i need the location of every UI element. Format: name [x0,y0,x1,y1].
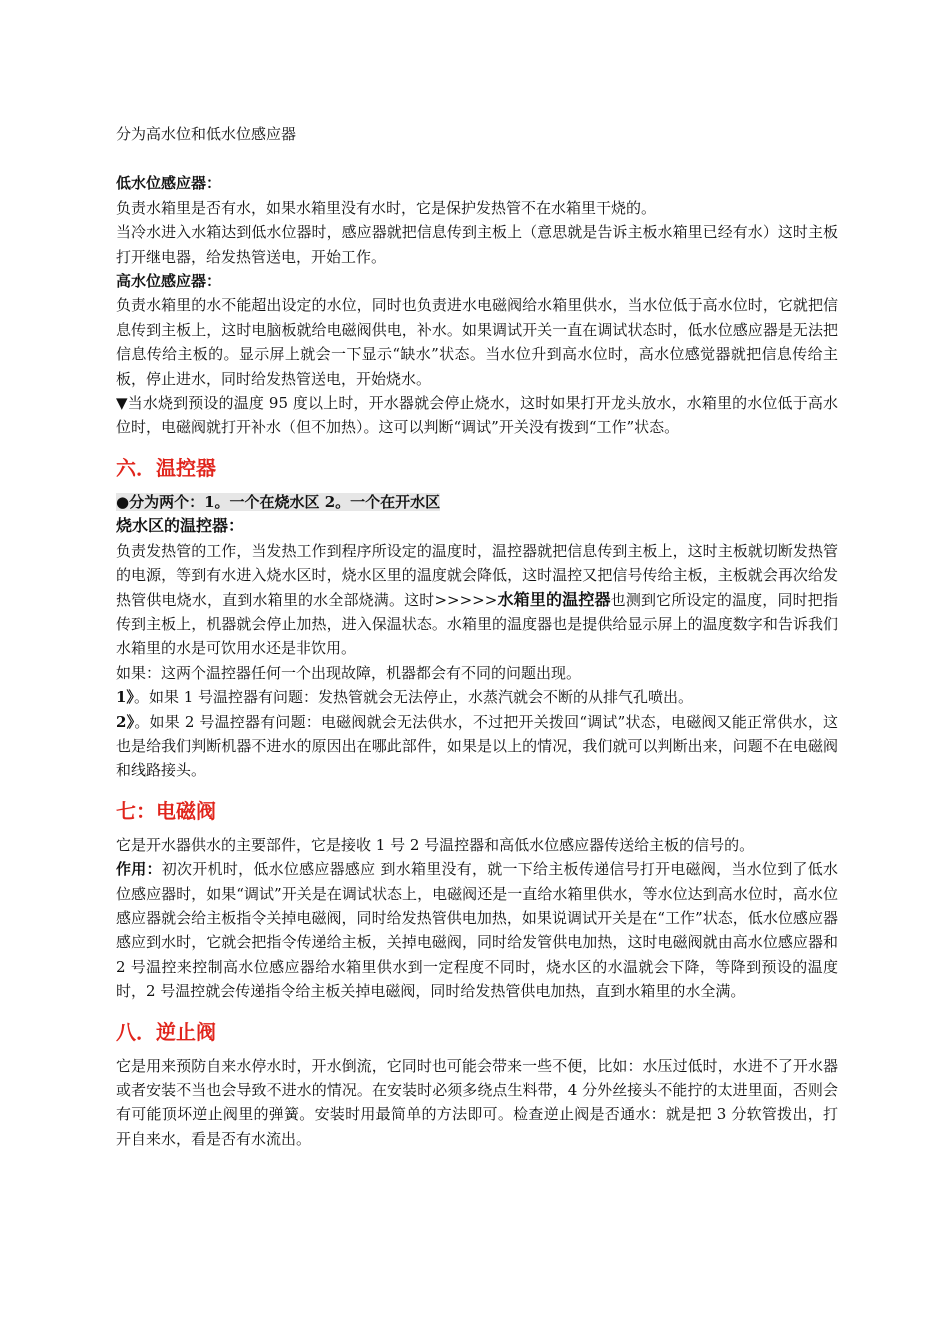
section-6-paragraph-3 [116,685,838,709]
section-6-item-1-text: 。如果 1 号温控器有问题：发热管就会无法停止，水蒸汽就会不断的从排气孔喷出。 [133,688,694,707]
high-sensor-paragraph-2: ▼当水烧到预设的温度 95 度以上时，开水器就会停止烧水，这时如果打开龙头放水，水箱里的水位低于高水位时，电磁阀就打开补水（但不加热）。这可以判断“调试”开关没有拨到“工作”状态。 [116,394,838,437]
section-6-p1-part-b: 也测到它所设定的温度，同时把指传到主板上，机器就会停止加热，进入保温状态。水箱里的温度器也是提供给显示屏上的温度数字和告诉我们水箱里的水是可饮用水还是非饮用。 [116,590,838,658]
section-6-p1-part-a: 负责发热管的工作，当发热工作到程序所设定的温度时，温控器就把信息传到主板上，这时主板就切断发热管的电源，等到有水进入烧水区时，烧水区里的温度就会降低，这时温控又把信号传给主板，主板就会再次给发热管供电烧水，直到水箱里的水全部烧满。这时>>>>> [116,541,838,609]
section-6-item-2-label: 2》 [116,712,135,731]
section-6-bullet: ●分为两个：1。一个在烧水区 2。一个在开水区 [116,492,441,511]
section-7-paragraph-2 [116,857,838,1003]
section-6-paragraph-2: 如果：这两个温控器任何一个出现故障，机器都会有不同的问题出现。 [116,663,582,682]
high-sensor-paragraph-1: 负责水箱里的水不能超出设定的水位，同时也负责进水电磁阀给水箱里供水，当水位低于高水位时，它就把信息传到主板上，这时电脑板就给电磁阀供电，补水。如果调试开关一直在调试状态时，低水位感应器是无法把信息传给主板的。显示屏上就会一下显示“缺水”状态。当水位升到高水位时，高水位感觉器就把信息传给主板，停止进水，同时给发热管送电，开始烧水。 [116,296,838,388]
high-sensor-title: 高水位感应器： [116,272,222,291]
section-7-paragraph-1: 它是开水器供水的主要部件，它是接收 1 号 2 号温控器和高低水位感应器传送给主板的信号的。 [116,835,755,854]
section-6-item-1-label: 1》 [116,688,134,707]
intro-line: 分为高水位和低水位感应器 [116,125,297,143]
section-8-heading: 八．逆止阀 [116,1019,216,1044]
section-6-paragraph-1 [116,539,838,661]
section-6-heading: 六．温控器 [116,455,216,480]
section-7-heading: 七：电磁阀 [116,798,216,823]
low-sensor-title: 低水位感应器： [116,174,222,193]
low-sensor-paragraph-1: 负责水箱里是否有水，如果水箱里没有水时，它是保护发热管不在水箱里干烧的。 [116,198,657,217]
section-6-paragraph-4 [116,710,838,783]
section-6-item-2-text: 。如果 2 号温控器有问题：电磁阀就会无法供水，不过把开关拨回“调试”状态，电磁阀又能正常供水，这也是给我们判断机器不进水的原因出在哪此部件，如果是以上的情况，我们就可以判断出来，问题不在电磁阀和线路接头。 [116,712,839,780]
section-6-p1-emphasis: 水箱里的温控器 [497,589,611,609]
low-sensor-paragraph-2: 当冷水进入水箱达到低水位器时，感应器就把信息传到主板上（意思就是告诉主板水箱里已经有水）这时主板打开继电器，给发热管送电，开始工作。 [116,223,838,266]
section-6-subheading: 烧水区的温控器： [116,516,245,536]
document-body [116,122,838,1151]
section-7-role-text: 初次开机时，低水位感应器感应 到水箱里没有，就一下给主板传递信号打开电磁阀，当水位到了低水位感应器时，如果“调试”开关是在调试状态上，电磁阀还是一直给水箱里供水，等水位达到高水位时，高水位感应器就会给主板指令关掉电磁阀，同时给发热管供电加热，如果说调试开关是在“工作”状态，低水位感应器感应到水时，它就会把指令传递给主板，关掉电磁阀，同时给发管供电加热，这时电磁阀就由高水位感应器和 2 号温控来控制高水位感应器给水箱里供水到一定程度不同时，烧水区的水温就会下降，等降到预设的温度时，2 号温控就会传递指令给主板关掉电磁阀，同时给发热管供电加热，直到水箱里的水全满。 [116,860,838,1001]
section-8-paragraph-1: 它是用来预防自来水停水时，开水倒流，它同时也可能会带来一些不便，比如：水压过低时，水进不了开水器或者安装不当也会导致不进水的情况。在安装时必须多绕点生料带，4 分外丝接头不能拧的太进里面，否则会有可能顶坏逆止阀里的弹簧。安装时用最简单的方法即可。检查逆止阀是否通水：就是把 3 分软管拨出，打开自来水，看是否有水流出。 [116,1056,838,1148]
section-7-role-label: 作用： [116,860,162,879]
